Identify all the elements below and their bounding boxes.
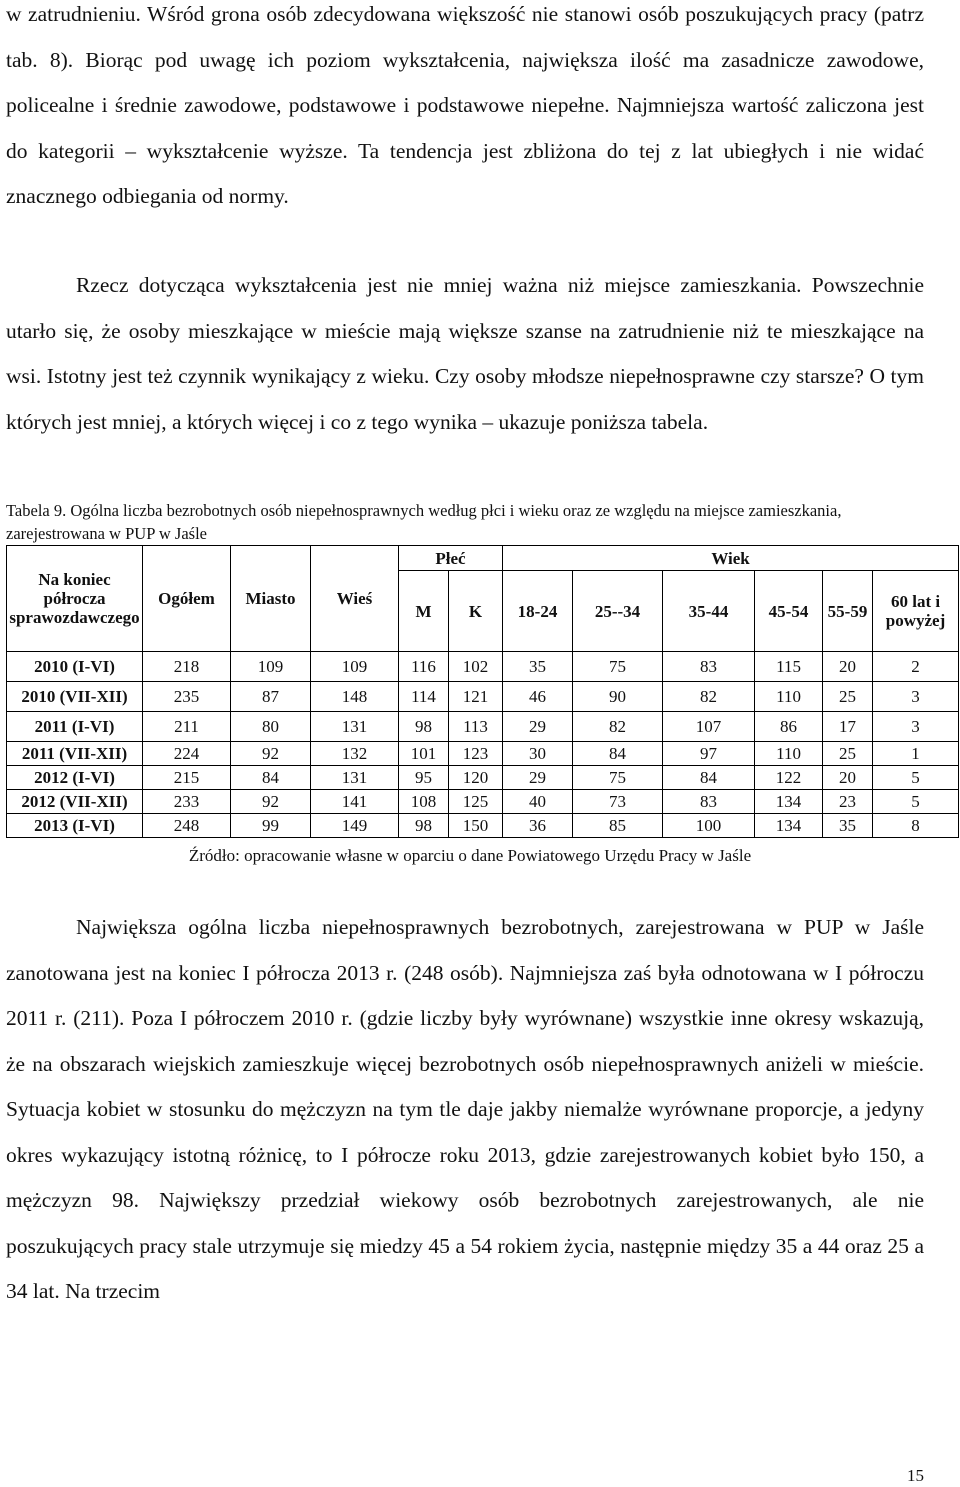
row-period: 2012 (I-VI): [7, 766, 143, 790]
cell-value: 23: [823, 790, 873, 814]
cell-value: 121: [449, 682, 503, 712]
cell-value: 2: [873, 652, 959, 682]
cell-value: 92: [231, 742, 311, 766]
cell-value: 110: [755, 682, 823, 712]
cell-value: 98: [399, 712, 449, 742]
cell-value: 36: [503, 814, 573, 838]
cell-value: 90: [573, 682, 663, 712]
cell-value: 131: [311, 712, 399, 742]
table-header-row-groups: [7, 546, 959, 571]
cell-value: 30: [503, 742, 573, 766]
cell-value: 125: [449, 790, 503, 814]
header-group-plec: Płeć: [399, 546, 503, 571]
cell-value: 101: [399, 742, 449, 766]
header-k: K: [449, 571, 503, 652]
table-row: [7, 814, 959, 838]
cell-value: 25: [823, 682, 873, 712]
cell-value: 132: [311, 742, 399, 766]
header-60-plus: 60 lat i powyżej: [873, 571, 959, 652]
cell-value: 134: [755, 790, 823, 814]
row-period: 2010 (I-VI): [7, 652, 143, 682]
table-row: [7, 766, 959, 790]
cell-value: 46: [503, 682, 573, 712]
row-period: 2011 (VII-XII): [7, 742, 143, 766]
cell-value: 83: [663, 790, 755, 814]
header-ogolem: Ogółem: [143, 546, 231, 652]
cell-value: 5: [873, 790, 959, 814]
table-row: [7, 652, 959, 682]
cell-value: 82: [663, 682, 755, 712]
cell-value: 3: [873, 682, 959, 712]
header-35-44: 35-44: [663, 571, 755, 652]
header-18-24: 18-24: [503, 571, 573, 652]
cell-value: 83: [663, 652, 755, 682]
header-period: Na koniec półrocza sprawozdawczego: [7, 546, 143, 652]
table-row: [7, 682, 959, 712]
row-period: 2010 (VII-XII): [7, 682, 143, 712]
cell-value: 86: [755, 712, 823, 742]
cell-value: 75: [573, 652, 663, 682]
cell-value: 141: [311, 790, 399, 814]
header-55-59: 55-59: [823, 571, 873, 652]
paragraph-education: w zatrudnieniu. Wśród grona osób zdecydowana większość nie stanowi osób poszukujących pracy (patrz tab. 8). Biorąc pod uwagę ich poziom wykształcenia, największa ilość ma zasadnicze zawodowe, policealne i średnie zawodowe, podstawowe i podstawowe niepełne. Najmniejsza wartość zaliczona jest do kategorii – wykształcenie wyższe. Ta tendencja jest zbliżona do tej z lat ubiegłych i nie widać znacznego odbiegania od normy.: [6, 2, 924, 208]
page-number: 15: [907, 1466, 924, 1485]
cell-value: 84: [663, 766, 755, 790]
header-45-54: 45-54: [755, 571, 823, 652]
cell-value: 35: [823, 814, 873, 838]
cell-value: 100: [663, 814, 755, 838]
cell-value: 92: [231, 790, 311, 814]
header-25-34: 25--34: [573, 571, 663, 652]
cell-value: 98: [399, 814, 449, 838]
paragraph-residence-age: Rzecz dotycząca wykształcenia jest nie mniej ważna niż miejsce zamieszkania. Powszechnie utarło się, że osoby mieszkające w mieście mają większe szanse na zatrudnienie niż te mieszkające na wsi. Istotny jest też czynnik wynikający z wieku. Czy osoby młodsze niepełnosprawne czy starsze? O tym których jest mniej, a których więcej i co z tego wynika – ukazuje poniższa tabela.: [6, 273, 924, 434]
paragraph-analysis: Największa ogólna liczba niepełnosprawnych bezrobotnych, zarejestrowana w PUP w Jaśle zanotowana jest na koniec I półrocza 2013 r. (248 osób). Najmniejsza zaś była odnotowana w I półroczu 2011 r. (211). Poza I półroczem 2010 r. (gdzie liczby były wyrównane) wszystkie inne okresy wskazują, że na obszarach wiejskich zamieszkuje więcej bezrobotnych osób niepełnosprawnych aniżeli w mieście. Sytuacja kobiet w stosunku do mężczyzn na tym tle daje jakby niemalże wyrównane proporcje, a jedyny okres wykazujący istotną różnicę, to I półrocze roku 2013, gdzie zarejestrowanych kobiet było 150, a mężczyzn 98. Największy przedział wiekowy osób bezrobotnych zarejestrowanych, ale nie poszukujących pracy stale utrzymuje się miedzy 45 a 54 rokiem życia, następnie między 35 a 44 oraz 25 a 34 lat. Na trzecim: [6, 915, 924, 1303]
cell-value: 211: [143, 712, 231, 742]
cell-value: 115: [755, 652, 823, 682]
cell-value: 248: [143, 814, 231, 838]
header-group-wiek: Wiek: [503, 546, 959, 571]
cell-value: 80: [231, 712, 311, 742]
cell-value: 233: [143, 790, 231, 814]
cell-value: 215: [143, 766, 231, 790]
cell-value: 84: [231, 766, 311, 790]
cell-value: 40: [503, 790, 573, 814]
cell-value: 134: [755, 814, 823, 838]
cell-value: 108: [399, 790, 449, 814]
table-row: [7, 712, 959, 742]
row-period: 2013 (I-VI): [7, 814, 143, 838]
cell-value: 114: [399, 682, 449, 712]
header-miasto: Miasto: [231, 546, 311, 652]
cell-value: 8: [873, 814, 959, 838]
cell-value: 113: [449, 712, 503, 742]
table-caption: Tabela 9. Ogólna liczba bezrobotnych osób niepełnosprawnych według płci i wieku oraz ze względu na miejsce zamieszkania, zarejestrowana w PUP w Jaśle: [6, 501, 842, 543]
unemployment-table: [6, 545, 959, 838]
cell-value: 102: [449, 652, 503, 682]
cell-value: 148: [311, 682, 399, 712]
cell-value: 149: [311, 814, 399, 838]
cell-value: 109: [231, 652, 311, 682]
cell-value: 95: [399, 766, 449, 790]
table-row: [7, 742, 959, 766]
cell-value: 82: [573, 712, 663, 742]
cell-value: 20: [823, 652, 873, 682]
cell-value: 3: [873, 712, 959, 742]
cell-value: 17: [823, 712, 873, 742]
cell-value: 224: [143, 742, 231, 766]
cell-value: 109: [311, 652, 399, 682]
cell-value: 123: [449, 742, 503, 766]
cell-value: 84: [573, 742, 663, 766]
cell-value: 120: [449, 766, 503, 790]
cell-value: 116: [399, 652, 449, 682]
cell-value: 235: [143, 682, 231, 712]
cell-value: 85: [573, 814, 663, 838]
cell-value: 75: [573, 766, 663, 790]
cell-value: 122: [755, 766, 823, 790]
cell-value: 25: [823, 742, 873, 766]
cell-value: 218: [143, 652, 231, 682]
cell-value: 87: [231, 682, 311, 712]
row-period: 2012 (VII-XII): [7, 790, 143, 814]
table-row: [7, 790, 959, 814]
cell-value: 131: [311, 766, 399, 790]
cell-value: 35: [503, 652, 573, 682]
cell-value: 1: [873, 742, 959, 766]
cell-value: 29: [503, 712, 573, 742]
cell-value: 73: [573, 790, 663, 814]
cell-value: 99: [231, 814, 311, 838]
cell-value: 107: [663, 712, 755, 742]
row-period: 2011 (I-VI): [7, 712, 143, 742]
table-source-note: Źródło: opracowanie własne w oparciu o dane Powiatowego Urzędu Pracy w Jaśle: [188, 846, 752, 865]
cell-value: 97: [663, 742, 755, 766]
cell-value: 110: [755, 742, 823, 766]
cell-value: 150: [449, 814, 503, 838]
header-m: M: [399, 571, 449, 652]
cell-value: 5: [873, 766, 959, 790]
header-wies: Wieś: [311, 546, 399, 652]
cell-value: 29: [503, 766, 573, 790]
cell-value: 20: [823, 766, 873, 790]
